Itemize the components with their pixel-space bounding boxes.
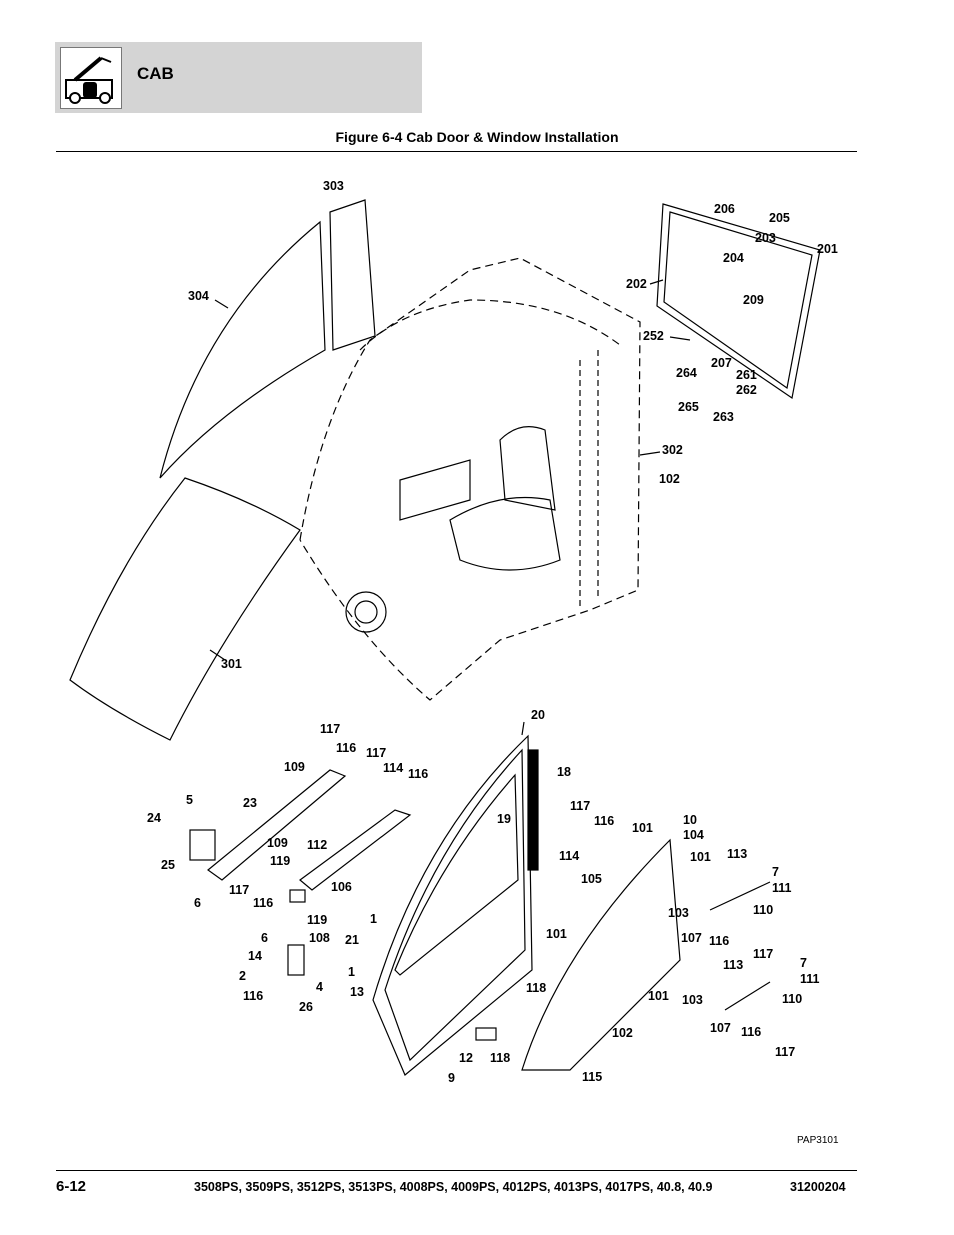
callout-7: 7 (772, 865, 779, 879)
section-title: CAB (137, 64, 174, 83)
callout-102: 102 (612, 1026, 633, 1040)
callout-111: 111 (800, 972, 820, 986)
callout-25: 25 (161, 858, 175, 872)
callout-116: 116 (741, 1025, 762, 1039)
callout-107: 107 (681, 931, 702, 945)
callout-19: 19 (497, 812, 511, 826)
callout-264: 264 (676, 366, 697, 380)
callout-101: 101 (546, 927, 567, 941)
callout-labels (147, 179, 838, 1085)
callout-116: 116 (408, 767, 429, 781)
callout-304: 304 (188, 289, 209, 303)
page-number: 6-12 (56, 1178, 87, 1195)
callout-118: 118 (526, 981, 547, 995)
callout-301: 301 (221, 657, 242, 671)
callout-302: 302 (662, 443, 683, 457)
callout-1: 1 (348, 965, 355, 979)
callout-114: 114 (559, 849, 580, 863)
callout-1: 1 (370, 912, 377, 926)
callout-20: 20 (531, 708, 545, 722)
callout-2: 2 (239, 969, 246, 983)
callout-113: 113 (723, 958, 744, 972)
callout-113: 113 (727, 847, 748, 861)
callout-116: 116 (253, 896, 274, 910)
callout-117: 117 (570, 799, 591, 813)
callout-101: 101 (648, 989, 669, 1003)
callout-23: 23 (243, 796, 257, 810)
callout-13: 13 (350, 985, 364, 999)
callout-252: 252 (643, 329, 664, 343)
callout-265: 265 (678, 400, 699, 414)
callout-10: 10 (683, 813, 697, 827)
callout-119: 119 (307, 913, 328, 927)
callout-110: 110 (753, 903, 774, 917)
callout-4: 4 (316, 980, 323, 994)
callout-209: 209 (743, 293, 764, 307)
callout-114: 114 (383, 761, 404, 775)
callout-115: 115 (582, 1070, 603, 1084)
callout-6: 6 (261, 931, 268, 945)
callout-9: 9 (448, 1071, 455, 1085)
callout-263: 263 (713, 410, 734, 424)
callout-202: 202 (626, 277, 647, 291)
model-list: 3508PS, 3509PS, 3512PS, 3513PS, 4008PS, 4009PS, 4012PS, 4013PS, 4017PS, 40.8, 40.9 (194, 1180, 713, 1194)
callout-107: 107 (710, 1021, 731, 1035)
callout-116: 116 (709, 934, 730, 948)
callout-262: 262 (736, 383, 757, 397)
callout-18: 18 (557, 765, 571, 779)
callout-14: 14 (248, 949, 262, 963)
callout-104: 104 (683, 828, 704, 842)
callout-117: 117 (753, 947, 774, 961)
callout-103: 103 (668, 906, 689, 920)
callout-6: 6 (194, 896, 201, 910)
callout-261: 261 (736, 368, 757, 382)
callout-101: 101 (690, 850, 711, 864)
callout-26: 26 (299, 1000, 313, 1014)
callout-21: 21 (345, 933, 359, 947)
callout-117: 117 (320, 722, 341, 736)
callout-112: 112 (307, 838, 328, 852)
callout-205: 205 (769, 211, 790, 225)
callout-207: 207 (711, 356, 732, 370)
figure-title: Figure 6-4 Cab Door & Window Installation (335, 129, 619, 145)
callout-103: 103 (682, 993, 703, 1007)
callout-102: 102 (659, 472, 680, 486)
callout-24: 24 (147, 811, 161, 825)
callout-119: 119 (270, 854, 291, 868)
callout-101: 101 (632, 821, 653, 835)
callout-106: 106 (331, 880, 352, 894)
callout-117: 117 (229, 883, 250, 897)
callout-117: 117 (775, 1045, 796, 1059)
callout-12: 12 (459, 1051, 473, 1065)
callout-118: 118 (490, 1051, 511, 1065)
callout-204: 204 (723, 251, 744, 265)
callout-7: 7 (800, 956, 807, 970)
callout-109: 109 (284, 760, 305, 774)
callout-116: 116 (336, 741, 357, 755)
callout-203: 203 (755, 231, 776, 245)
callout-303: 303 (323, 179, 344, 193)
callout-206: 206 (714, 202, 735, 216)
callout-201: 201 (817, 242, 838, 256)
callout-117: 117 (366, 746, 387, 760)
callout-108: 108 (309, 931, 330, 945)
footer-rule (56, 1170, 857, 1171)
document-number: 31200204 (790, 1180, 846, 1194)
callout-109: 109 (267, 836, 288, 850)
callout-110: 110 (782, 992, 803, 1006)
callout-111: 111 (772, 881, 792, 895)
callout-116: 116 (594, 814, 615, 828)
callout-5: 5 (186, 793, 193, 807)
callout-105: 105 (581, 872, 602, 886)
diagram-lines (70, 200, 820, 1075)
callout-116: 116 (243, 989, 264, 1003)
figure-reference: PAP3101 (797, 1135, 839, 1146)
